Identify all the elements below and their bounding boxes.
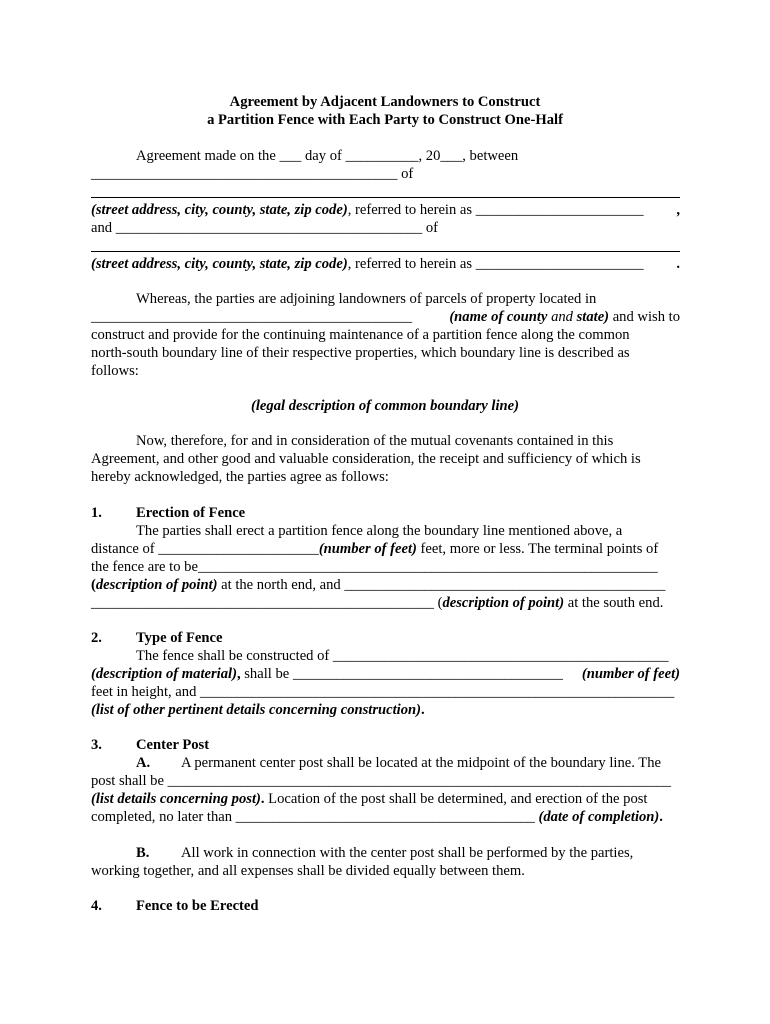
s2-line-3: feet in height, and _________________________________________________________________ [91,684,675,700]
section-2-number: 2. [91,630,102,646]
section-4-number: 4. [91,898,102,914]
intro-line-4: and __________________________________________ of [91,220,438,236]
s1-south-blank: _______________________________________________ ( [91,595,443,611]
title-line-1: Agreement by Adjacent Landowners to Construct [229,94,541,110]
address-1-rest: , referred to herein as _______________________ [347,202,644,218]
section-1-number: 1. [91,505,102,521]
s3a-text: A permanent center post shall be located at the midpoint of the boundary line. The [181,755,661,771]
now-line-2: Agreement, and other good and valuable consideration, the receipt and sufficiency of which is [91,451,641,467]
section-4-heading [91,897,259,915]
s1-south-label: description of point) [442,595,565,611]
whereas-blank: ____________________________________________ [91,309,416,325]
s1-line-5-rest: at the south end. [564,595,664,611]
section-1-heading [91,504,245,522]
s2-height-blank: shall be _____________________________________ [240,666,567,682]
s3-a-label: A. [136,755,151,771]
state-label: state) [576,309,610,325]
s3a-line-4 [91,808,663,826]
s2-material-label: (description of material) [91,666,237,682]
s3-b-label: B. [136,845,150,861]
s3a-line-3-rest: Location of the post shall be determined, and erection of the post [264,791,648,807]
s1-line-4-rest: at the north end, and ____________________________________________ [217,577,666,593]
s2-period: . [421,702,425,718]
address-1-label: (street address, city, county, state, zip code) [91,202,348,218]
s2-line-2 [91,665,680,683]
s3b-line-2: working together, and all expenses shall be divided equally between them. [91,863,525,879]
s1-distance: distance of ______________________ [91,541,319,557]
blank-rule-2 [91,251,680,252]
whereas-line-1: Whereas, the parties are adjoining landowners of parcels of property located in [136,291,597,307]
s3a-line-3 [91,790,648,808]
section-1-title: Erection of Fence [136,505,246,521]
s1-line-3: the fence are to be_______________________________________________________________ [91,559,658,575]
s1-line-1: The parties shall erect a partition fence along the boundary line mentioned above, a [136,523,623,539]
s3-completion-blank: completed, no later than _________________________________________ [91,809,539,825]
s2-details-label: (list of other pertinent details concerning construction) [91,702,422,718]
whereas-line-5: follows: [91,363,139,379]
address-2-end: . [676,256,680,272]
whereas-line-4: north-south boundary line of their respective properties, which boundary line is described as [91,345,630,361]
s2-comma: , [236,666,241,682]
s3-period-1: . [260,791,265,807]
section-2-heading [91,629,222,647]
s3b-line-1 [136,844,633,862]
now-line-3: hereby acknowledged, the parties agree as follows: [91,469,389,485]
s1-line-5 [91,594,663,612]
whereas-line-3: construct and provide for the continuing maintenance of a partition fence along the common [91,327,630,343]
address-line-2 [91,255,680,273]
whereas-line-2-end: and wish to [609,309,680,325]
s3b-text: All work in connection with the center post shall be performed by the parties, [181,845,634,861]
section-3-heading [91,736,209,754]
and-label: and [547,309,577,325]
s2-feet-label: (number of feet) [581,666,680,682]
section-3-number: 3. [91,737,102,753]
s3-date-label: (date of completion) [538,809,660,825]
now-line-1: Now, therefore, for and in consideration of the mutual covenants contained in this [136,433,614,449]
whereas-line-2 [91,308,680,326]
blank-rule-1 [91,197,680,198]
s3a-line-2: post shall be _____________________________________________________________________ [91,773,672,789]
s2-line-4 [91,701,425,719]
s1-north-label: description of point) [95,577,218,593]
s1-line-2-rest: feet, more or less. The terminal points of [416,541,659,557]
intro-line-1: Agreement made on the ___ day of __________, 20___, between [136,148,519,164]
section-4-title: Fence to be Erected [136,898,259,914]
address-1-end: , [676,202,680,218]
section-2-title: Type of Fence [136,630,223,646]
section-3-title: Center Post [136,737,210,753]
legal-description: (legal description of common boundary line) [251,398,519,414]
s3-period-2: . [659,809,663,825]
address-2-rest: , referred to herein as _______________________ [347,256,644,272]
county-label: (name of county [449,309,548,325]
address-2-label: (street address, city, county, state, zip code) [91,256,348,272]
title-line-2: a Partition Fence with Each Party to Construct One-Half [207,112,563,128]
s2-line-1: The fence shall be constructed of ______________________________________________ [136,648,669,664]
address-line-1 [91,201,680,219]
s1-line-2 [91,540,658,558]
intro-line-2: __________________________________________ of [91,166,414,182]
s1-paren: ( [91,577,96,593]
s3a-line-1 [136,754,661,772]
s1-line-4 [91,576,665,594]
s1-feet-label: (number of feet) [318,541,417,557]
s3-post-label: (list details concerning post) [91,791,261,807]
